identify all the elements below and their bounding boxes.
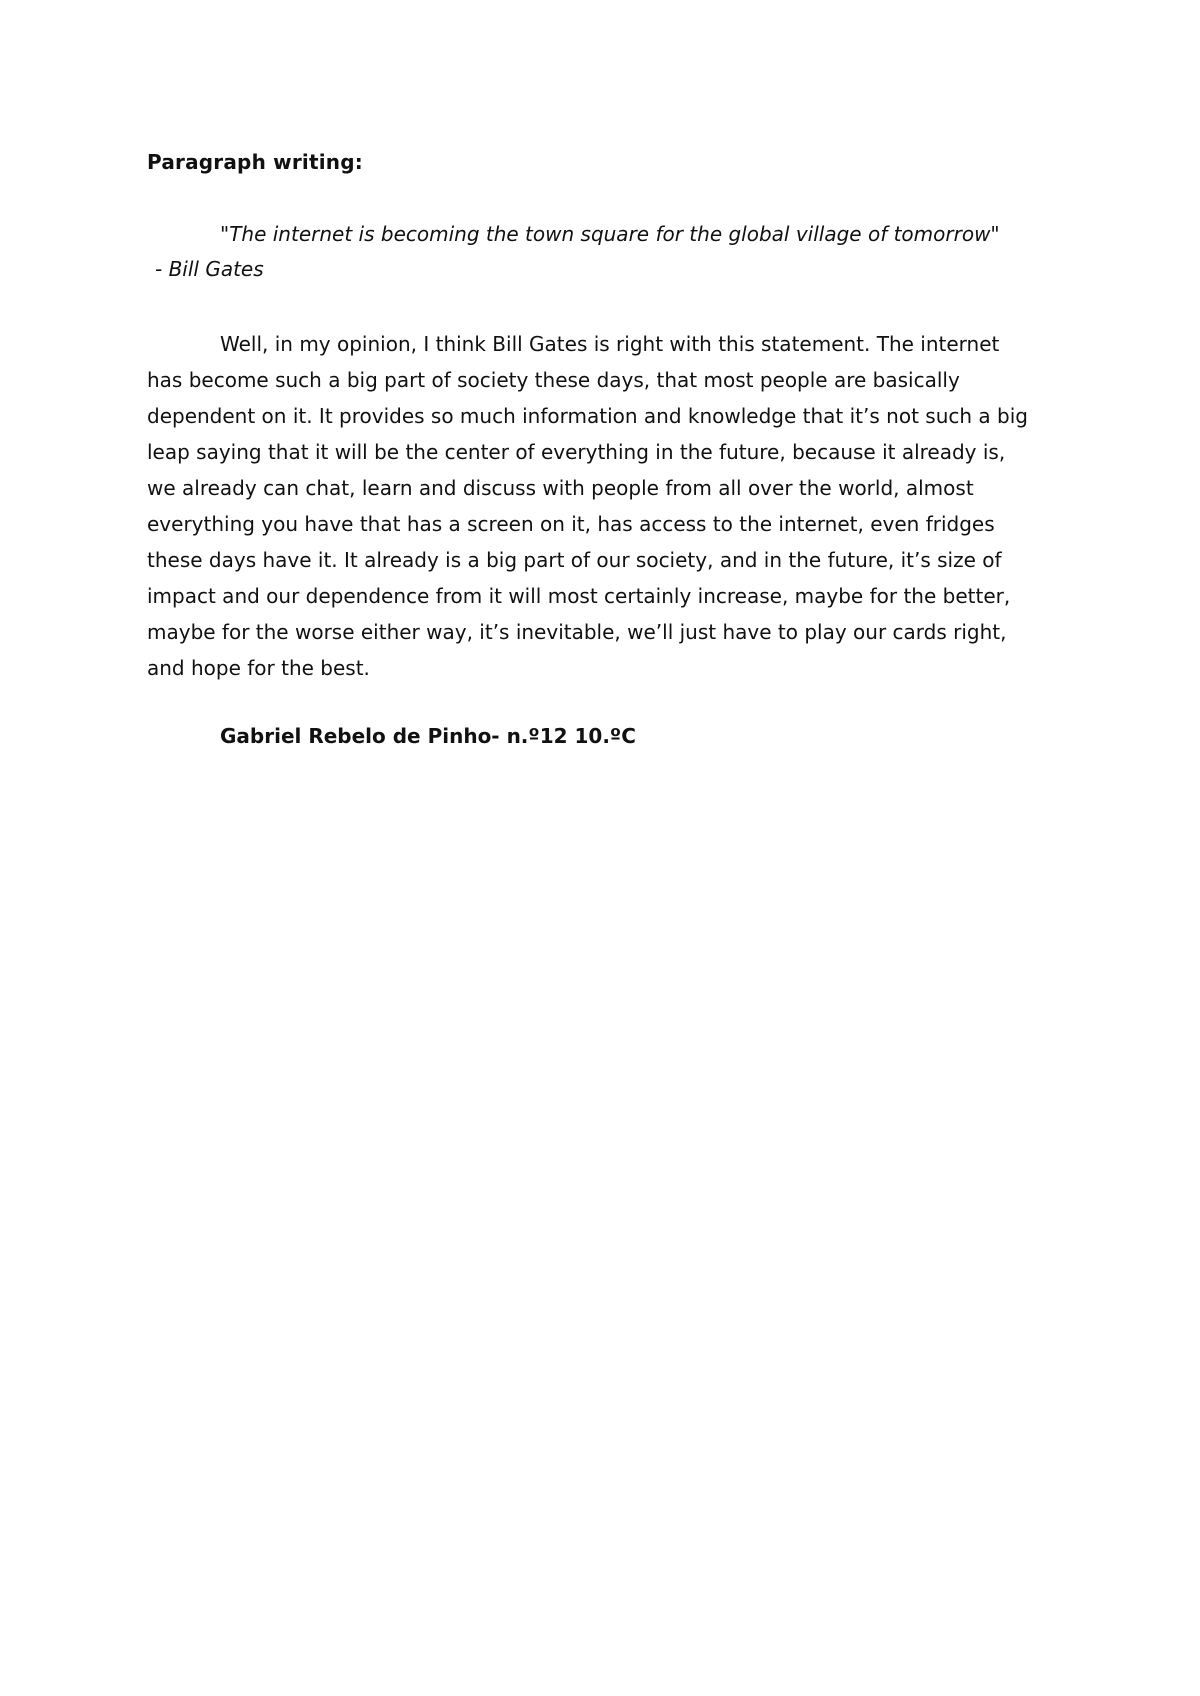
author-signature: Gabriel Rebelo de Pinho- n.º12 10.ºC	[220, 724, 636, 748]
quote-text: "The internet is becoming the town square for the global village of tomorrow"	[220, 222, 1000, 246]
body-line: has become such a big part of society these days, that most people are basically	[147, 368, 960, 392]
body-line: maybe for the worse either way, it’s inevitable, we’ll just have to play our cards right,	[147, 620, 1007, 644]
body-line: leap saying that it will be the center of everything in the future, because it already is,	[147, 440, 1006, 464]
body-line: we already can chat, learn and discuss with people from all over the world, almost	[147, 476, 974, 500]
body-paragraph	[147, 326, 1077, 686]
body-line: these days have it. It already is a big part of our society, and in the future, it’s size of	[147, 548, 1002, 572]
body-line: and hope for the best.	[147, 656, 370, 680]
body-line: impact and our dependence from it will most certainly increase, maybe for the better,	[147, 584, 1011, 608]
body-line: everything you have that has a screen on it, has access to the internet, even fridges	[147, 512, 995, 536]
quote-attribution: - Bill Gates	[155, 257, 264, 281]
body-line: Well, in my opinion, I think Bill Gates is right with this statement. The internet	[220, 332, 1000, 356]
page-heading: Paragraph writing:	[147, 150, 363, 174]
body-line: dependent on it. It provides so much information and knowledge that it’s not such a big	[147, 404, 1028, 428]
